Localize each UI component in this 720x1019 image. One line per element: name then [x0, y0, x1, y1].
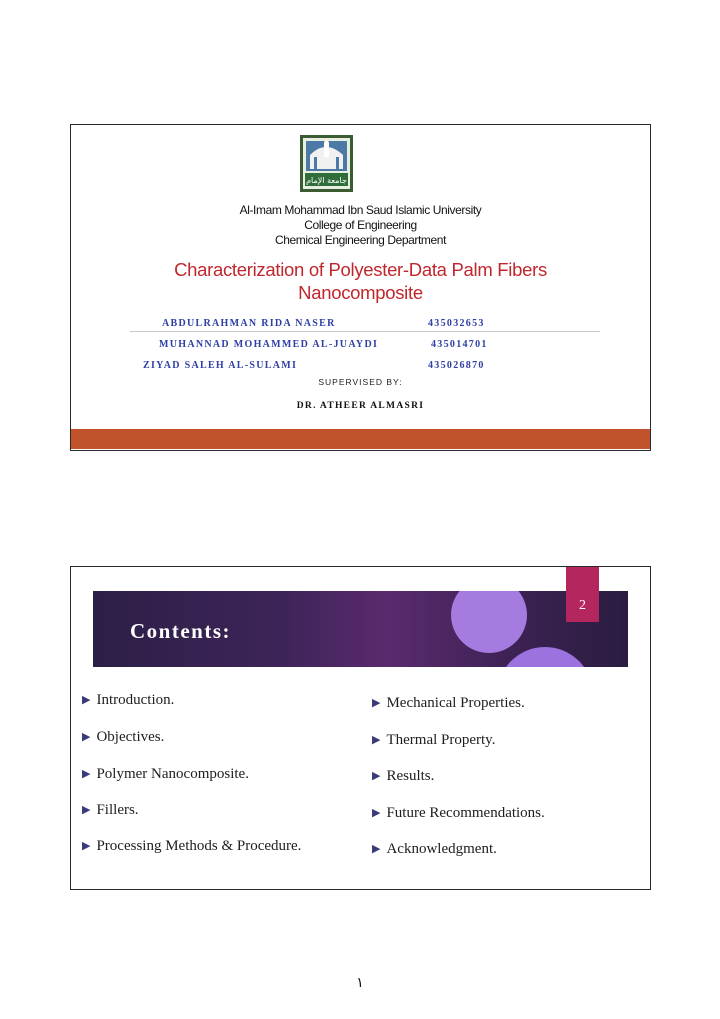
college-name: College of Engineering	[304, 218, 417, 232]
contents-slide	[70, 566, 651, 890]
divider	[130, 331, 600, 332]
bullet-icon: ▶	[372, 807, 381, 819]
contents-item: ▶ Mechanical Properties.	[372, 695, 525, 711]
university-name: Al-Imam Mohammad Ibn Saud Islamic University	[239, 203, 482, 217]
presentation-title-line1: Characterization of Polyester-Data Palm Fibers	[174, 259, 547, 280]
member-name: MUHANNAD MOHAMMED AL-JUAYDI	[159, 339, 379, 350]
bullet-icon: ▶	[82, 840, 91, 852]
bullet-icon: ▶	[372, 770, 381, 782]
member-name: ABDULRAHMAN RIDA NASER	[162, 318, 336, 329]
contents-item: ▶ Fillers.	[82, 802, 139, 818]
member-id: 435026870	[428, 360, 485, 371]
university-logo	[300, 135, 353, 192]
bullet-icon: ▶	[82, 694, 91, 706]
contents-item: ▶ Future Recommendations.	[372, 805, 545, 821]
contents-item: ▶ Results.	[372, 768, 435, 784]
bullet-icon: ▶	[82, 731, 91, 743]
contents-item: ▶ Introduction.	[82, 692, 175, 708]
bullet-icon: ▶	[372, 843, 381, 855]
supervised-by-label: SUPERVISED BY:	[318, 377, 403, 387]
logo-lettering: جامعة الإمام	[306, 176, 347, 185]
title-slide	[70, 124, 651, 451]
accent-bar	[71, 429, 650, 449]
contents-item: ▶ Thermal Property.	[372, 732, 496, 748]
department-name: Chemical Engineering Department	[274, 233, 447, 247]
bullet-icon: ▶	[82, 804, 91, 816]
contents-item: ▶ Acknowledgment.	[372, 841, 497, 857]
presentation-title-line2: Nanocomposite	[298, 282, 423, 303]
bullet-icon: ▶	[372, 734, 381, 746]
decorative-circle	[497, 647, 593, 667]
page-number-tab	[566, 567, 599, 622]
supervisor-name: DR. ATHEER ALMASRI	[296, 401, 425, 411]
contents-item: ▶ Objectives.	[82, 729, 165, 745]
contents-item: ▶ Polymer Nanocomposite.	[82, 766, 249, 782]
contents-banner	[93, 591, 628, 667]
bullet-icon: ▶	[372, 697, 381, 709]
page-number: 2	[579, 598, 586, 613]
decorative-circle	[451, 591, 527, 653]
member-id: 435032653	[428, 318, 485, 329]
member-name: ZIYAD SALEH AL-SULAMI	[143, 360, 298, 371]
contents-item: ▶ Processing Methods & Procedure.	[82, 838, 302, 854]
page-footer-number: ١	[356, 976, 364, 991]
bullet-icon: ▶	[82, 768, 91, 780]
member-id: 435014701	[431, 339, 488, 350]
contents-heading: Contents:	[130, 619, 231, 643]
